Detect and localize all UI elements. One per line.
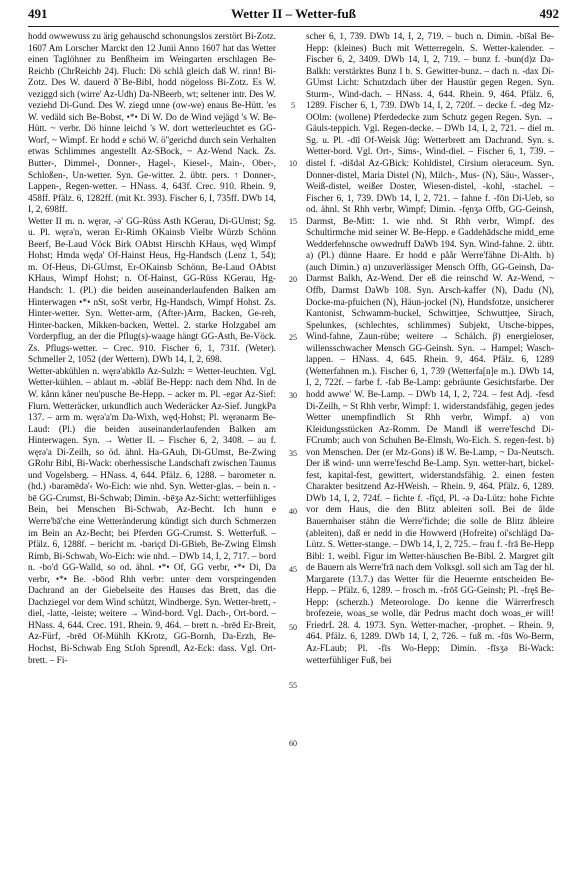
line-number: 20 <box>289 275 297 284</box>
page-number-right: 492 <box>539 6 559 21</box>
line-number: 15 <box>289 217 297 226</box>
left-column <box>28 32 276 667</box>
page-header <box>28 6 559 28</box>
line-number: 30 <box>289 391 297 400</box>
left-paragraph-wetter-2: Wetter II m. n. węrər, -ə' GG-Rüss Asth KGerau, Di-GUmst; Sg. u. Pl. węrə'n, werən Er-Rimh OKainsb Vielbr Würzb Schönn Beerf, Be-Laud Vöck Birk OAbtst Hirschh KHaus, węd̦ Wimpf Hohst; Hmda węd̦ə' Of-Hainst Heus, Hg-Handsch (Lenz 1, 54); m. Of-Heus, Di-GUmst, Er-OKainsb Schönn, Be-Laud OAbtst KHaus, Wimpf Hohst; n. Of-Hainst, GG-Rüss KGerau, Hg-Handsch: 1. (Pl.) die beiden auseinanderlaufenden Balken am Hinterwagen •*• nSt, soSt verbr, Hg-Handsch, Wimpf Hohst. Zs. Hinter-wetter. Syn. Wetter-arm, (After-)Arm, Backen, Ge-reh, Hinter-backen, Mikken-backen, Wettel. 2. starke Holzgabel am Vorderpflug, an der die Pflug(s)-waage hängt GG-Asth, Be-Vöck. Zs. Pflugs-wetter. – Crec. 910. Fischer 6, 1, 731f. (Weter). Schmeller 2, 1052 (der Wettern). DWb 14, I, 2, 698. <box>28 216 276 366</box>
right-paragraph-1: scher 6, 1, 739. DWb 14, I, 2, 719. – buch n. Dimin. -bīšəl Be-Hepp: (kleines) Buch mit Wetterregeln. S. Wetter-kalender. – Fischer 6, 2, 3409. DWb 14, I, 2, 719. – bunz f. -bun(d)z Da-Balkh: verstärktes Bunz I b. S. Gewitter-bunz. – dach n. -dax Di-GUmst Licht: Schutzdach über der Haustür gegen Regen. Syn. Sturm-, Wind-dach. – HNass. 4, 644. Rhein. 9, 464. Pfälz. 6, 1289. Fischer 6, 1, 739. DWb 14, I, 2, 720f. – decke f. -deg Mz-OOlm: (wollene) Pferdedecke zum Schutz gegen Regen. Syn. → Gäuls-teppich. Vgl. Regen-decke. – DWb 14, I, 2, 721. – diel m. Sg. u. Pl. -dīl Of-Weisk Jüg: Wetterbrett am Dachrand. Syn. s. Wetter-bord. Vgl. Ort-, Sims-, Wind-diel. – Fischer 6, 1, 739. – distel f. -dišdəl Az-GBick: Kohldistel, Cirsium oleraceum. Syn. Donner-distel, Maria Distel (N), Milch-, Mus- (N), Säu-, Wasser-, Weiß-distel, weißer Doster, Wiesen-distel, -kohl, -stachel. – Fischer 6, 1, 739. DWb 14, I, 2, 721. – fahne f. -fōn Di-Ueb, so od. ähnl. St Rhh verbr, Wimpf; Dimin. -fęnʒə Offb, GG-Geinsh, Darmst, Be-Mitt: 1. wie nhd. St Rhh verbr, Wimpf. des Schultirmche mid seiner W. Be-Hepp. e Gaddehādsche midd_eme Wedderfehnsche owwedruff DaWb 194. Syn. Wind-fahne. 2. übtr. a) (Pl.) dünne Haare. Er hodd e påår Werre'fähne Di-Alth. b) (auch Dimin.) α) unzuverlässiger Mensch Offb, GG-Geinsh, Da-Darmst Balkh, Az-Wend. Der eß die reinschd W. Az-Wend, ~ Offb, Darmst DaWb 108. Syn. Arsch-kaffer (N), Dadu (N), Docke-ma-pfuichen (N), Häun-jockel (N), Hundsfotze, unsicherer Kantonist, Schwamm-buckel, Schwittjee, Schwuttjee, Sirach, Spelunkes, (schlechtes, schlimmes) Subjekt, Utsche-bippes, Wind-fahne, Zaun-rübe; weitere → Schälch. β) energieloser, willensschwacher Mensch GG-Geinsh. Syn. → Hampel; Wasch-lappen. – HNass. 4, 645. Rhein. 9, 464. Pfälz. 6, 1289 (Wetterfahnen m.). Fischer 6, 1, 739 (Wetterfa[n]e m.). DWb 14, I, 2, 722f. – farbe f. -fab Be-Lamp: gebräunte Gesichtsfarbe. Der hodd awwe' W. Be-Lamp. – DWb 14, I, 2, 724. – fest Adj. -fesd Di-Zeilh, ~ St Rhh verbr, Wimpf: 1. widerstandsfähig, gegen jedes Wetter unempfindlich St Rhh verbr, Wimpf. a) von Kleidungsstücken Az-Romm. De Mandl iß werre'feschd Di-FCrumb; auch von Schuhen Be-Elmsh, Wo-Eich. S. regen-fest. b) von Menschen. Der (er Mz-Gons) iß W. Be-Lamp, ~ Da-Neutsch. Der iß wind- unn werre'feschd Be-Lamp. Syn. wetter-hart, bickel-fest, kapital-fest, gewittert, widerstandsfähig. 2. einen festen Charakter besitzend Az-HWeish. – Rhein. 9, 464. Pfälz. 6, 1289. DWb 14, I, 2, 724f. – fichte f. -fīçd, Pl. -ə Da-Lütz: hohe Fichte vor dem Haus, die den Blitz ableiten soll. Bei de âlde Bauernhaiser stähn die Werre'fichde; die solle de Blitz âbleire (ableiten), daß er nedd in die Howwerd (Hofreite) oi'schlägd Da-Lütz. S. Wetter-stange. – DWb 14, I, 2, 725. – frau f. -frā Be-Hepp Bibl: 1. weibl. Figur im Wetter-häuschen Be-Bibl. 2. Margret gilt de Bauern als Werre'frā nach dem Volksgl. soll sich am Tag der hl. Margarete (13.7.) das Wetter für die Heuernte entscheiden Be-Hepp. – Pfälz. 6, 1289. – frosch m. -frōš GG-Geinsh; Pl. -fręš Be-Hepp: (scherzh.) Meteorologe. Do kenne die Wärrerfresch brofezeie, woas_se wolle, där Pedrus macht doch woas_er will! FriedrL 28. 4. 1973. Syn. Wetter-macher, -prophet. – Rhein. 9, 464. Pfälz. 6, 1289. DWb 14, I, 2, 726. – fuß m. -fūs Wo-Berm, Az-FLaub; Pl. -fīs Wo-Hepp; Dimin. -fīsʒə Bi-Wack: wetterfühliger Fuß, bei <box>306 32 554 666</box>
line-number: 40 <box>289 507 297 516</box>
line-number: 25 <box>289 333 297 342</box>
left-paragraph-wetter-abkuehlen: Wetter-abkühlen n. węrə'abkīlə Az-Sulzh: = Wetter-leuchten. Vgl. Wetter-kühlen. – ablaut m. -əbläf Be-Hepp: nach dem Nhd. In de W. kånn kåner neu'pusche Be-Hepp. – acker m. Pl. -egər Az-Sief: Flurn. Wetteräcker, urkundlich auch Wederäcker Az-Sief. JungkPa 137. – arm m. węrə'a'm Da-Wixh, węd̦-Hohst; Pl. węrənərm Be-Laud: (Pl.) die beiden auseinanderlaufenden Balken am Hinterwagen. Syn. → Wetter II. – Fischer 6, 2, 3408. – au f. węrə'a Di-Zeilh, so öd. ähnl. Ha-GAuh, Di-GUmst, Be-Zwing GRohr Bibl, Bi-Wack: oberhessische Landschaft zwischen Taunus und Vogelsberg. – HNass. 4, 644. Pfälz. 6, 1288. – barometer n. (hd.) ›barəmēdə'‹ Wo-Eich: wie nhd. Syn. Wetter-glas. – bein n. -bē GG-Crumst, Bi-Schwab; Dimin. -bēʒə Az-Sicht: wetterfühliges Bein, bei Menschen Bi-Schwab, Az-Becht. Ich hunn e Werre'bā'che eine Wetteränderung kündigt sich durch Schmerzen im Bein an Az-Becht; bei Pferden GG-Crumst. S. Wetterfuß. – Pfälz. 6, 1288f. – bericht m. -bəriçd Di-GBieb, Be-Zwing Elmsh Rimb, Bi-Schwab, Wo-Eich: wie nhd. – DWb 14, I, 2, 717. – bord n. -bo'd GG-Walld, so od. ähnl. •*• Of, GG verbr, •*• Di, Da verbr, •*• Be. -bōod Rhh verbr: unter dem vorspringenden Dachrand an der Giebelseite des Hauses das Brett, das die Dachziegel vor dem Wind schützt, Windberge. Syn. Wetter-brett, -diel, -latte, -leiste; weitere → Wind-bord. Vgl. Dach-, Ort-bord. – HNass. 4, 644. Crec. 191. Rhein. 9, 464. – brett n. -brēd Er-Breit, Az-Fürf, -brēd Of-Mühlh KKrotz, GG-Bornh, Da-Erzh, Be-Hochst, Bi-Schwab Eng StJoh Sprendl, Az-Eck: dass. Vgl. Ort-brett. – Fi- <box>28 366 276 666</box>
header-rule <box>28 26 559 27</box>
line-number: 50 <box>289 623 297 632</box>
left-paragraph-1: hodd owwewuss zu ärig gehauschd schonungslos zerstört Bi-Zotz. 1607 Am Lorscher Marckt den 12 Junii Anno 1607 hat das Wetter einen Taglöhner zu Benßheim im Weingarten erschlagen Be-Reichb (ChrReichb 24). Fluch: Dö schlå gleich daß W. rinn! Bi-Zotz. Des W. dauerd ð̃ Be-Bibl, hodd nögeloss Bi-Zotz. Es W. veziggd sich (wirre' Az-Udh) Da-NBeerb, wt; seltener intr. Des W. veziehd Di-Gund. Des W. ziegd unne (ow-we) enaus Be-Hütt. 'es W. vedäld sich Be-Bobst, •*• Di W. Do de Wind vejägd 's W. Be-Hütt. ~ verbr. Dö hinne leichd 's W. dort wetterleuchtet es GG-Worf, ~ Wimpf. Er hodd e schö W. ö''gerichd durch sein Verhalten etwas Schlimmes angestellt Az-SBock, ~ Az-Wend Nack. Zs. Butter-, Dimmel-, Donner-, Hagel-, Kiesel-, Main-, Ober-, Schloßen-, Un-wetter. Syn. Ge-witter. 2. übtr. pers. ↑ Donner-, Lappen-, Regen-wetter. – HNass. 4, 643f. Crec. 910. Rhein. 9, 458ff. Pfälz. 6, 1282ff. (mit Kt. 393). Fischer 6, I, 735ff. DWb 14, I, 2, 698ff. <box>28 32 276 216</box>
page-number-left: 491 <box>28 6 48 21</box>
line-number: 10 <box>289 159 297 168</box>
line-number: 60 <box>289 739 297 748</box>
line-number: 45 <box>289 565 297 574</box>
line-number: 5 <box>291 101 295 110</box>
right-column <box>306 32 554 667</box>
running-head: Wetter II – Wetter-fuß <box>230 6 357 21</box>
line-number: 35 <box>289 449 297 458</box>
line-number: 55 <box>289 681 297 690</box>
